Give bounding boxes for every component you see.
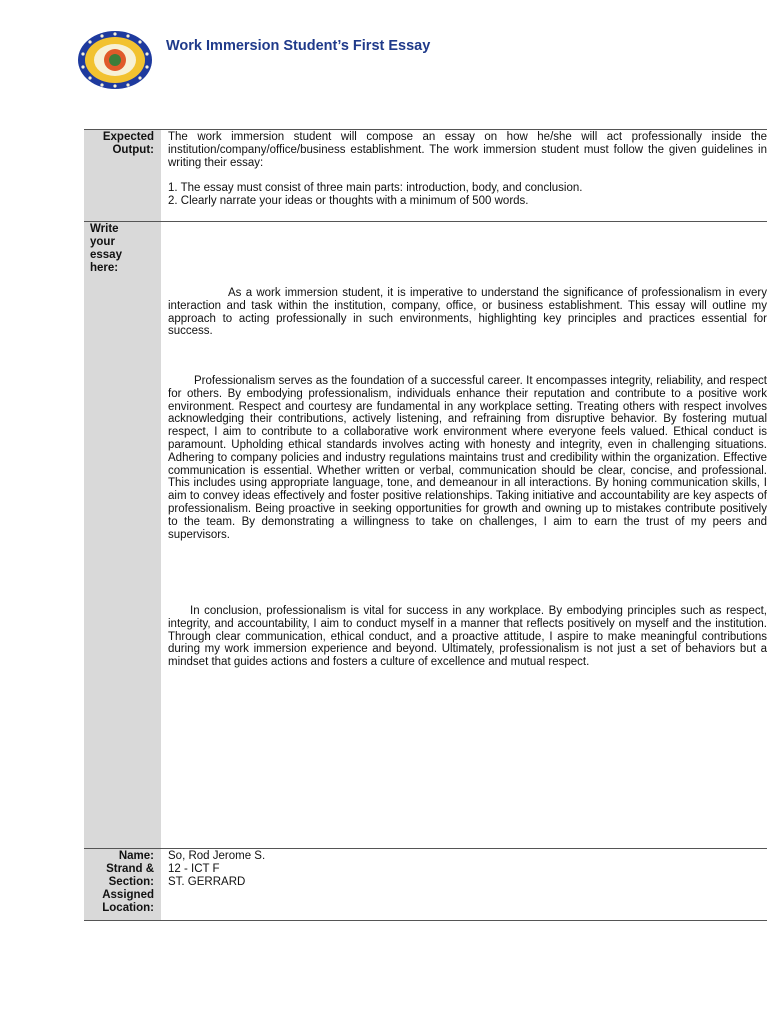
guideline-item: 1. The essay must consist of three main parts: introduction, body, and conclusion.	[168, 182, 583, 195]
your-label: your	[90, 236, 115, 248]
output-label: Output:	[112, 144, 154, 156]
student-name: So, Rod Jerome S.	[168, 850, 266, 862]
essay-label: essay	[90, 249, 122, 261]
essay-intro	[168, 287, 767, 338]
assigned-label: Assigned	[102, 889, 154, 901]
assigned-location-value: ST. GERRARD	[168, 875, 246, 888]
student-info-row	[84, 848, 767, 921]
document-title: Work Immersion Student’s First Essay	[166, 38, 431, 54]
expected-output-row	[84, 129, 767, 222]
label-column	[84, 849, 161, 920]
guideline-item: 2. Clearly narrate your ideas or thoughts with a minimum of 500 words.	[168, 195, 529, 208]
essay-conclusion	[168, 605, 767, 669]
essay-paragraph-conclusion: In conclusion, professionalism is vital for success in any workplace. By embodying principles such as respect, integrity, and accountability, I aim to conduct myself in a manner that reflects positively on myself and the institution. Through clear communication, ethical conduct, and a proactive attitude, I aspire to make meaningful contributions during my work immersion experience and beyond. Ultimately, professionalism is not just a set of behaviors but a mindset that guides actions and fosters a culture of excellence and mutual respect.	[168, 605, 767, 669]
write-label: Write	[90, 223, 119, 235]
essay-body	[168, 375, 767, 541]
strand-label: Strand &	[106, 863, 154, 875]
essay-paragraph-introduction: As a work immersion student, it is imperative to understand the significance of professionalism in every interaction and task within the institution, company, office, or business establishment. This essay will outline my approach to acting professionally in such environments, highlighting key principles and practices essential for success.	[168, 287, 767, 338]
school-logo	[76, 30, 154, 90]
essay-row	[84, 221, 767, 849]
section-label: Section:	[108, 876, 154, 888]
essay-paragraph-body: Professionalism serves as the foundation of a successful career. It encompasses integrity, reliability, and respect for others. By embodying professionalism, individuals enhance their reputation and contribute to a positive work environment. Respect and courtesy are fundamental in any workplace setting. Treating others with respect involves acknowledging their contributions, actively listening, and refraining from disruptive behavior. By fostering mutual respect, I aim to contribute to a collaborative work environment where everyone feels valued. Ethical conduct is paramount. Upholding ethical standards involves acting with honesty and integrity, even in challenging situations. Adhering to company policies and industry regulations maintains trust and credibility within the organization. Effective communication is essential. Whether written or verbal, communication should be clear, concise, and professional. This includes using appropriate language, tone, and demeanour in all interactions. By honing communication skills, I aim to convey ideas effectively and foster positive relationships. Taking initiative and accountability are key aspects of professionalism. Being proactive in seeking opportunities for growth and owning up to mistakes contribute positively to the team. By demonstrating a willingness to take on challenges, I aim to earn the trust of my peers and supervisors.	[168, 375, 767, 541]
student-info-values	[168, 850, 767, 888]
location-label: Location:	[102, 902, 154, 914]
strand-section-value: 12 - ICT F	[168, 862, 220, 875]
instructions-text: The work immersion student will compose an essay on how he/she will act professionally inside the institution/company/office/business establishment. The work immersion student must follow the given guidelines in writing their essay:	[168, 131, 767, 169]
expected-label: Expected	[102, 131, 154, 143]
here-label: here:	[90, 262, 119, 274]
name-label: Name:	[118, 850, 154, 862]
label-column	[84, 222, 161, 849]
label-column	[84, 130, 161, 222]
expected-output-content	[168, 131, 767, 208]
